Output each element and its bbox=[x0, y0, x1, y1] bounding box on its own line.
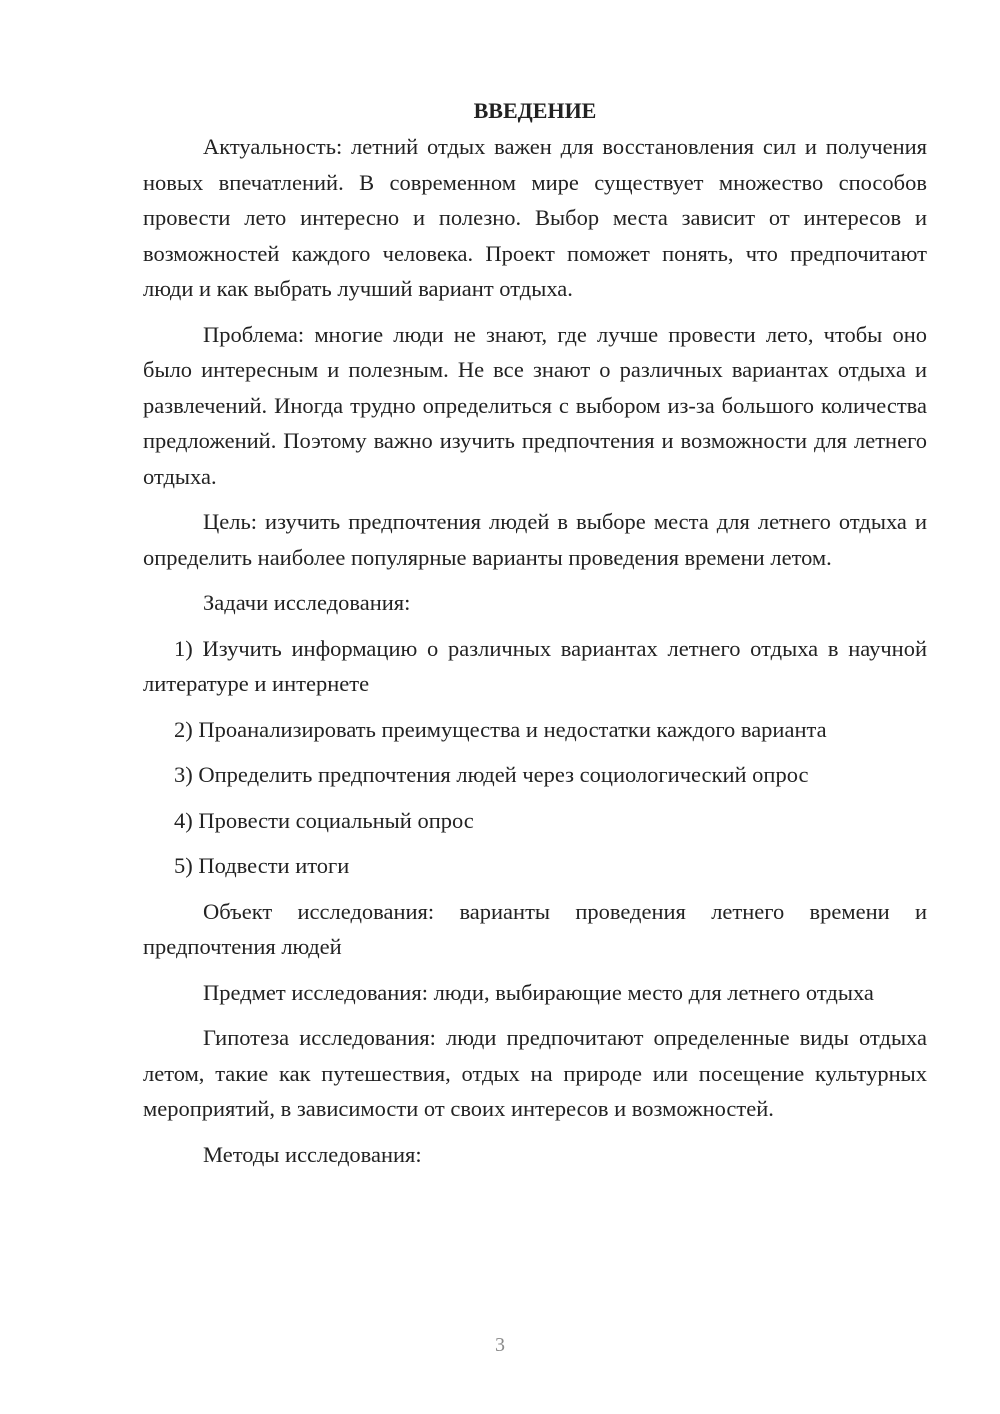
paragraph-goal: Цель: изучить предпочтения людей в выборе места для летнего отдыха и определить наиболее популярные варианты проведения времени летом. bbox=[143, 509, 927, 570]
tasks-heading: Задачи исследования: bbox=[203, 590, 411, 615]
task-item-1: 1) Изучить информацию о различных вариантах летнего отдыха в научной литературе и интернете bbox=[143, 635, 927, 696]
task-item-4: 4) Провести социальный опрос bbox=[174, 807, 474, 833]
paragraph-relevance: Актуальность: летний отдых важен для восстановления сил и получения новых впечатлений. В современном мире существует множество способов провести лето интересно и полезно. Выбор места зависит от интересов и возможностей каждого человека. Проект поможет понять, что предпочитают люди и как выбрать лучший вариант отдыха. bbox=[143, 134, 927, 301]
methods-heading: Методы исследования: bbox=[203, 1141, 422, 1167]
page-content bbox=[143, 96, 927, 1182]
paragraph-object: Объект исследования: варианты проведения летнего времени и предпочтения людей bbox=[143, 898, 927, 959]
task-item-5: 5) Подвести итоги bbox=[174, 853, 350, 878]
paragraph-problem: Проблема: многие люди не знают, где лучше провести лето, чтобы оно было интересным и полезным. Не все знают о различных вариантах отдыха и развлечений. Иногда трудно определиться с выбором из-за большого количества предложений. Поэтому важно изучить предпочтения и возможности для летнего отдыха. bbox=[143, 321, 927, 489]
section-title: ВВЕДЕНИЕ bbox=[473, 98, 597, 123]
paragraph-hypothesis: Гипотеза исследования: люди предпочитают определенные виды отдыха летом, такие как путешествия, отдых на природе или посещение культурных мероприятий, в зависимости от своих интересов и возможностей. bbox=[143, 1025, 927, 1121]
task-item-3: 3) Определить предпочтения людей через социологический опрос bbox=[174, 762, 809, 787]
paragraph-subject: Предмет исследования: люди, выбирающие место для летнего отдыха bbox=[203, 979, 874, 1005]
task-item-2: 2) Проанализировать преимущества и недостатки каждого варианта bbox=[174, 716, 827, 742]
page-number: 3 bbox=[495, 1334, 505, 1356]
